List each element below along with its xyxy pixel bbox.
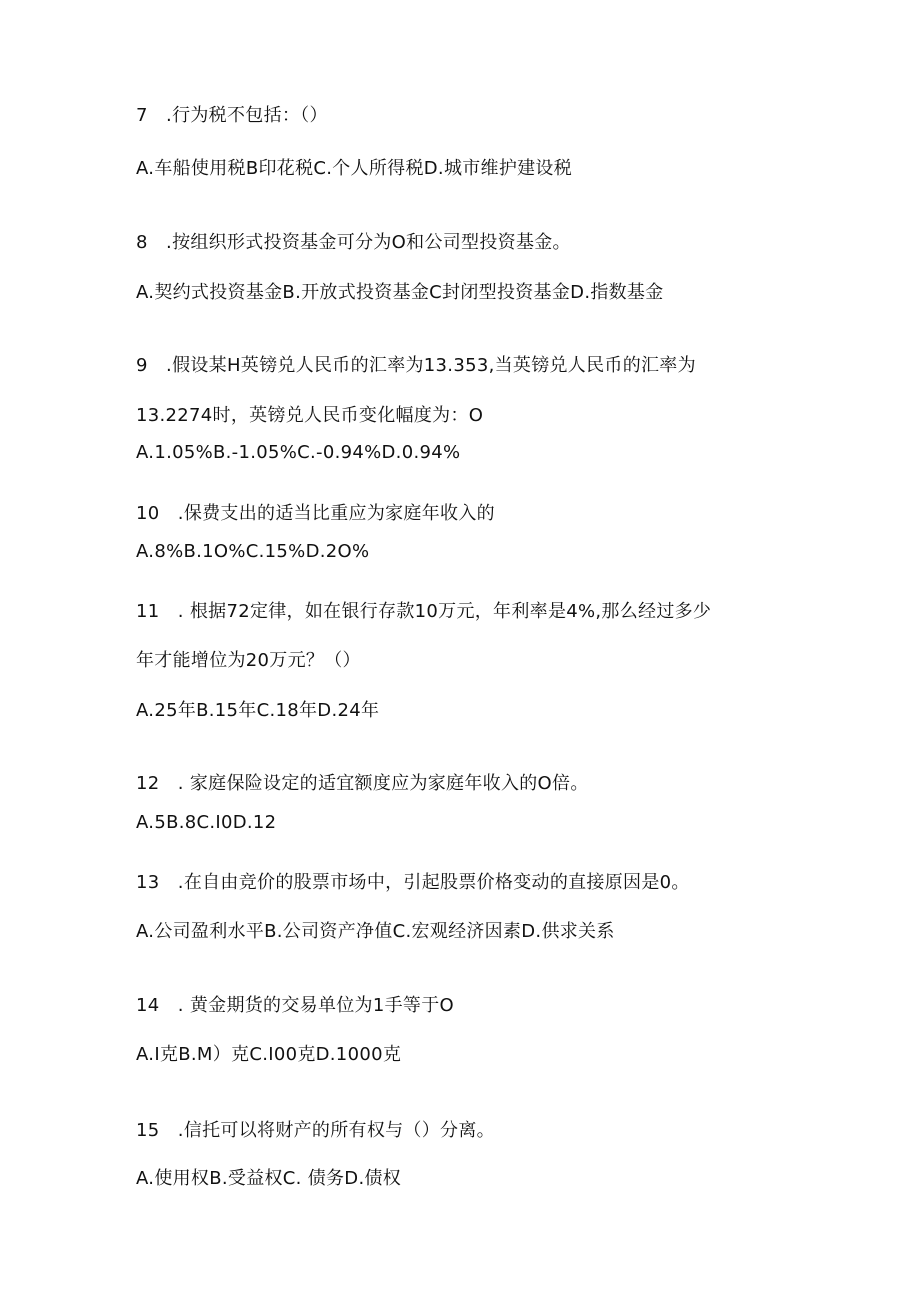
question-14-options: A.I克B.M）克C.I00克D.1000克	[136, 1044, 402, 1065]
question-9-stem-line-2: 13.2274时，英镑兑人民币变化幅度为：O	[136, 405, 484, 426]
question-12-options: A.5B.8C.I0D.12	[136, 812, 277, 833]
question-15-options: A.使用权B.受益权C. 债务D.债权	[136, 1168, 402, 1189]
question-15-stem: 15 .信托可以将财产的所有权与（）分离。	[136, 1120, 495, 1141]
question-12-stem: 12 . 家庭保险设定的适宜额度应为家庭年收入的O倍。	[136, 773, 589, 794]
question-11-stem-line-2: 年才能增位为20万元？（）	[136, 650, 361, 671]
question-9-stem-line-1: 9 .假设某H英镑兑人民币的汇率为13.353,当英镑兑人民币的汇率为	[136, 355, 696, 376]
question-14-stem: 14 . 黄金期货的交易单位为1手等于O	[136, 995, 454, 1016]
question-8-stem: 8 .按组织形式投资基金可分为O和公司型投资基金。	[136, 232, 571, 253]
question-11-stem-line-1: 11 . 根据72定律，如在银行存款10万元，年利率是4%,那么经过多少	[136, 601, 712, 622]
question-7-options: A.车船使用税B印花税C.个人所得税D.城市维护建设税	[136, 158, 573, 179]
question-11-options: A.25年B.15年C.18年D.24年	[136, 700, 380, 721]
question-13-stem: 13 .在自由竞价的股票市场中，引起股票价格变动的直接原因是0。	[136, 872, 690, 893]
question-10-stem: 10 .保费支出的适当比重应为家庭年收入的	[136, 503, 495, 524]
question-8-options: A.契约式投资基金B.开放式投资基金C封闭型投资基金D.指数基金	[136, 282, 664, 303]
question-13-options: A.公司盈利水平B.公司资产净值C.宏观经济因素D.供求关系	[136, 921, 615, 942]
question-10-options: A.8%B.1O%C.15%D.2O%	[136, 541, 370, 562]
question-7-stem: 7 .行为税不包括：（）	[136, 105, 328, 126]
question-9-options: A.1.05%B.-1.05%C.-0.94%D.0.94%	[136, 442, 461, 463]
